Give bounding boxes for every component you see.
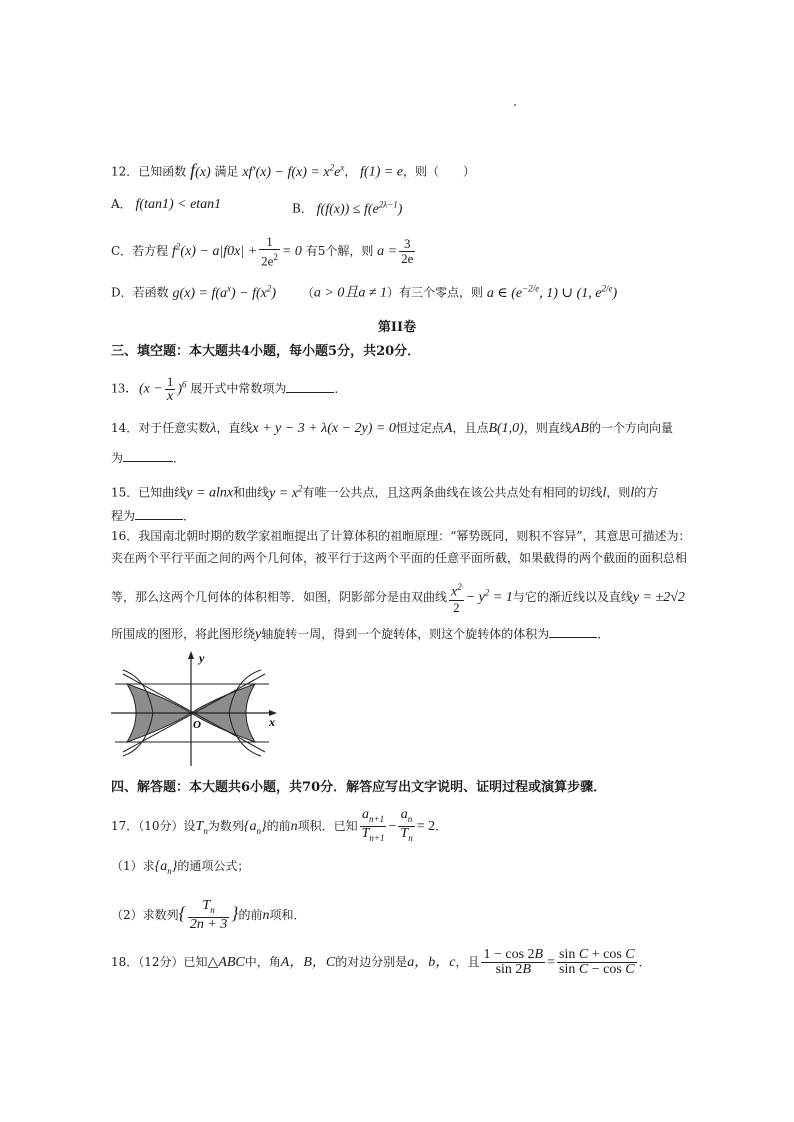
q15-text-6: 程为 (111, 509, 136, 523)
q12-stem-text-3: ， (344, 164, 357, 179)
q17-sub1 (111, 856, 249, 881)
q17-sub2-brace-close: } (231, 902, 239, 923)
q12-option-d-text-2: （ (301, 285, 314, 300)
q17-sub2-text-3: 项和． (269, 907, 306, 922)
q15-answer-blank (135, 507, 183, 520)
q18-fraction-right: $\frac{\text{sin C + cos C}}{\text{sin C − cos C}}$ (559, 947, 635, 977)
q12-stem-text-2: 满足 (214, 164, 239, 179)
q15-text-2: 和曲线 (233, 485, 270, 500)
q12-option-c-equation: $f^2(x) - a|f0x|$ + (172, 241, 258, 260)
q12-option-b-label: B． (292, 201, 313, 216)
q14-lambda: λ (210, 421, 217, 436)
q15-text-5: 的方 (634, 485, 659, 500)
q15-text-1: 15．已知曲线 (111, 485, 187, 500)
q16-hyperbola-fraction: $\frac{x^2}{2}$ (451, 582, 462, 615)
q12-option-c-eq-zero: = 0 (281, 244, 302, 260)
q18-equals: = (547, 955, 556, 970)
q16-hyperbola-rest: − $y^2 = 1$ (465, 587, 513, 605)
q12-stem-text-4: ，则（ ） (403, 164, 476, 179)
q17-sub1-text-1: （1）求 (111, 859, 155, 873)
q17-sub2-text-2: 的前 (238, 907, 263, 922)
q13-binomial: (x − (139, 381, 163, 397)
q18-fraction-left: $\frac{1 - \cos 2B}{\sin 2B}$ (483, 947, 544, 977)
q17-sub2-text-1: （2）求数列 (111, 907, 179, 922)
q18-sides: a，b，c (407, 955, 456, 970)
y-axis-arrow (188, 651, 194, 659)
q12-option-d-text-3: ）有三个零点，则 (387, 285, 484, 300)
q12-option-c-text-2: 有5个解，则 (305, 244, 374, 259)
q12-option-d-function: $g(x) = f(a^x) - f(x^2)$ (172, 283, 277, 301)
q16-line1: 16．我国南北朝时期的数学家祖暅提出了计算体积的祖暅原理：“幂势既同，则积不容异”，其意思可描述为： (111, 529, 691, 543)
q17-text-1: 17．（10分）设 (111, 818, 196, 833)
q12-equation: $xf'(x) - f(x) = x^2e^x$ (242, 162, 345, 180)
q16-text-2: 与它的渐近线以及直线 (512, 589, 633, 604)
q12-option-c (111, 235, 417, 268)
q18-angles: A，B，C (280, 955, 336, 970)
q12-option-b (292, 194, 402, 220)
q17-sub2 (111, 899, 306, 932)
q14-text-1: 14．对于任意实数 (111, 421, 211, 435)
q16-axis-y: y (255, 627, 262, 642)
q16-text-1: 等，那么这两个几何体的体积相等．如图，阴影部分是由双曲线 (111, 589, 448, 604)
q13-binomial-close: )$^6$ (177, 379, 187, 397)
q14-text-4: ，且点 (452, 421, 489, 435)
q12-condition: f(1) = e (360, 164, 404, 180)
q13-number: 13． (111, 381, 139, 397)
q14-text-7: 为 (111, 451, 124, 465)
origin-label: O (193, 719, 201, 731)
q14-line-equation: x + y − 3 + λ(x − 2y) = 0 (252, 421, 396, 436)
q12-option-b-expr: $f(f(x)) \le f(e^{2\lambda-1})$ (316, 199, 403, 217)
q13 (111, 374, 346, 404)
q12-option-c-text: C．若方程 (111, 244, 169, 259)
q14-point-b: B(1,0) (488, 421, 524, 436)
q17-line1 (111, 808, 447, 845)
q18-triangle: △ABC (207, 955, 245, 970)
q14-answer-blank (123, 449, 173, 462)
q15-text-3: 有唯一公共点，且这两条曲线在该公共点处有相同的切线 (302, 485, 603, 500)
q17-an: $\{a_n\}$ (243, 818, 267, 836)
q12-option-a-label: A． (111, 197, 132, 211)
q16-line3 (111, 580, 685, 615)
q12-option-d-condition: a > 0且a ≠ 1 (313, 285, 388, 301)
q17-sub2-n: n (262, 907, 270, 923)
q17-fraction-1: $\frac{a_{n+1}}{T_{n+1}}$ (361, 807, 385, 843)
q14-text-6: 的一个方向向量 (588, 421, 673, 435)
q13-fraction: $\frac{1}{x}$ (166, 373, 174, 404)
part-ii-title: 第II卷 (377, 320, 417, 335)
q17-text-3: 的前 (266, 818, 291, 833)
scan-speck (514, 104, 516, 106)
q12-fx: f(x) (190, 159, 211, 180)
q13-answer-blank (286, 380, 334, 393)
q12-stem-text: 12．已知函数 (111, 164, 187, 179)
q12-option-a (111, 194, 221, 215)
q14-text-5: ，则直线 (523, 421, 572, 435)
q14-point-a: A (443, 421, 453, 436)
q12-option-d (111, 278, 617, 304)
q17-n: n (290, 818, 298, 834)
q17-tn: $T_n$ (195, 818, 208, 836)
q13-end: ． (334, 381, 347, 396)
q17-text-2: 为数列 (207, 818, 244, 833)
q17-sub2-brace-open: { (178, 902, 186, 923)
q16-line2: 夹在两个平行平面之间的两个几何体，被平行于这两个平面的任意平面所截，如果截得的两个截面的面积总相 (111, 551, 688, 565)
q18-text-4: ，且 (455, 955, 480, 969)
q15-curve-1: y = alnx (186, 485, 234, 501)
q14-text-3: 恒过定点 (395, 421, 444, 435)
q12-option-d-text: D．若函数 (111, 285, 169, 300)
q15-end: ． (183, 509, 196, 523)
q17-equals: = 2 (416, 818, 436, 834)
q12-option-a-expr: f(tan1) < etan1 (135, 197, 222, 212)
q17-sub2-fraction: $\frac{T_n}{2n + 3}$ (189, 898, 228, 932)
q15-tangent-l-2: l (630, 485, 635, 501)
q16-line4 (111, 624, 609, 645)
q18-text-2: 中，角 (244, 955, 281, 969)
q14-line2 (111, 448, 185, 468)
q12-option-c-answer-fraction: $\frac{3}{2e}$ (401, 236, 414, 267)
q17-text-4: 项积．已知 (297, 818, 358, 833)
q17-sub1-text-2: 的通项公式； (177, 859, 250, 873)
q12-stem (111, 157, 475, 183)
q16-text-4: 轴旋转一周，得到一个旋转体，则这个旋转体的体积为 (261, 627, 550, 641)
q14-line-ab: AB (571, 421, 589, 436)
q16-lines: y = ±2√2 (632, 589, 685, 605)
q16-text-3: 所围成的图形，将此图形绕 (111, 627, 256, 641)
q14-text-2: ，直线 (216, 421, 253, 435)
hyperbola-figure (105, 648, 285, 773)
q14-end: ． (173, 451, 186, 465)
q15-line1 (111, 478, 658, 504)
q17-fraction-2: $\frac{a_n}{T_n}$ (400, 807, 413, 843)
q16-end: ． (597, 627, 610, 641)
section-3-heading: 三、填空题：本大题共4小题，每小题5分，共20分． (111, 344, 421, 359)
q14-line1 (111, 418, 673, 439)
q15-tangent-l: l (602, 485, 607, 501)
q18-text-1: 18．（12分）已知 (111, 955, 208, 969)
q17-sub1-an: $\{a_n\}$ (154, 859, 178, 876)
q17-text-5: ． (435, 818, 448, 833)
q16-answer-blank (549, 625, 597, 638)
q18 (111, 948, 651, 977)
q12-option-c-answer: a = (377, 244, 398, 260)
q12-option-d-interval: a ∈ ($e^{-2/e}$, 1) ∪ (1, $e^{2/e}$) (486, 283, 618, 301)
section-4-heading: 四、解答题：本大题共6小题，共70分．解答应写出文字说明、证明过程或演算步骤． (111, 780, 607, 795)
q15-text-4: ，则 (606, 485, 631, 500)
q15-curve-2: $y = x^2$ (269, 483, 303, 501)
q17-minus: − (388, 818, 397, 834)
q13-text: 展开式中常数项为 (190, 381, 287, 396)
q18-text-5: ． (638, 955, 651, 969)
y-axis-label: y (199, 651, 205, 665)
q12-option-c-fraction: $\frac{1}{2e^2}$ (261, 234, 278, 269)
q18-text-3: 的对边分别是 (335, 955, 408, 969)
q15-line2 (111, 506, 195, 526)
x-axis-label: x (269, 715, 275, 729)
